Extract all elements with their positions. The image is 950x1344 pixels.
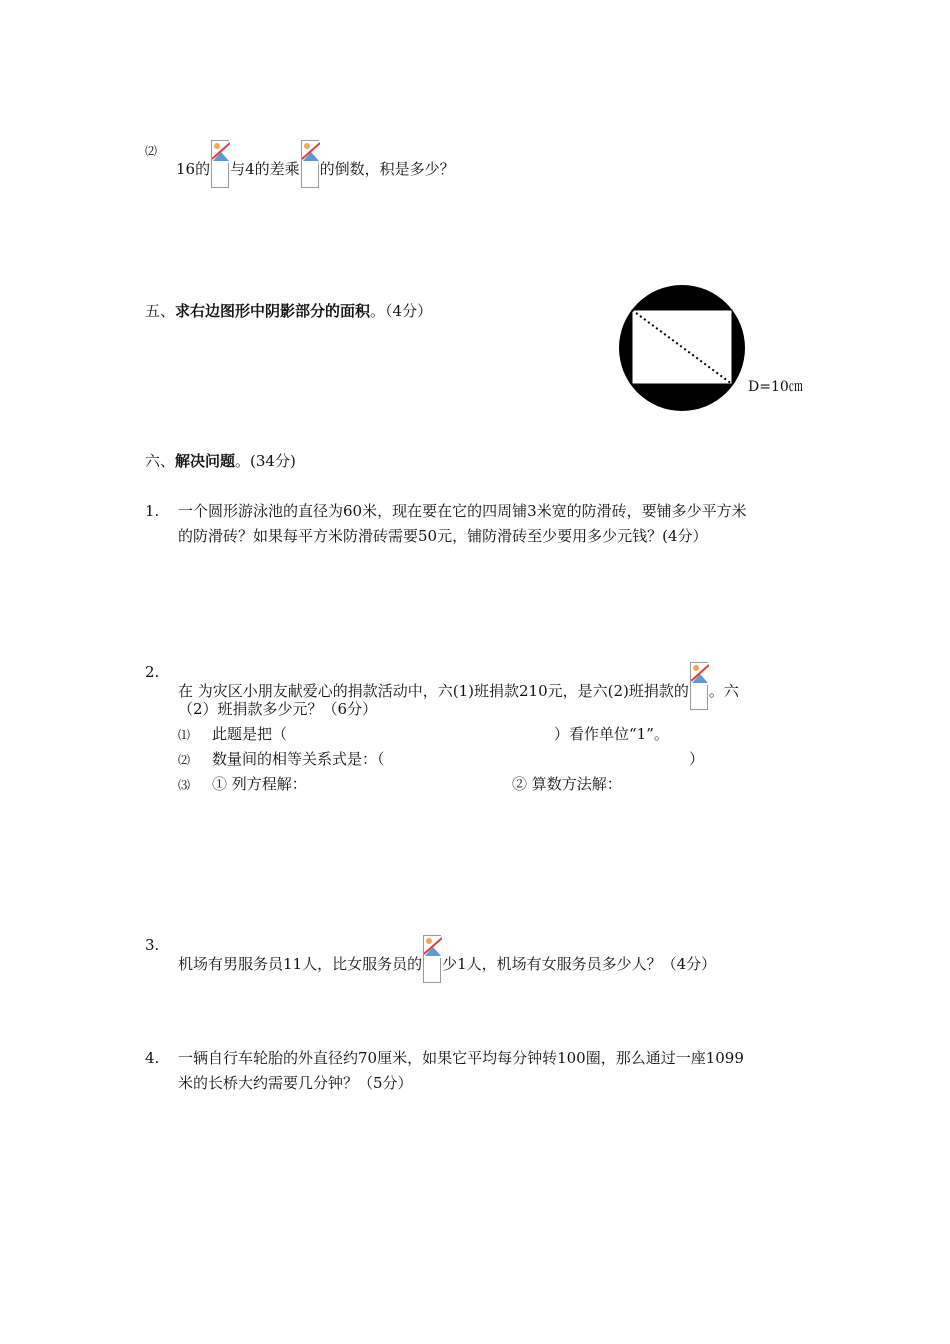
- subquestion-number: ⑴: [178, 728, 191, 742]
- broken-image-icon: [211, 140, 229, 188]
- problem-2-line-2: （2）班捐款多少元？（6分）: [178, 700, 378, 718]
- problem-2-sub-1-left: 此题是把（: [212, 725, 288, 743]
- problem-1-line-2: 的防滑砖？如果每平方米防滑砖需要50元，铺防滑砖至少要用多少元钱？(4分）: [178, 527, 708, 545]
- subquestion-number: ⑶: [178, 778, 191, 792]
- subquestion-2-text: 16的 与4的差乘 的倒数，积是多少？: [176, 140, 455, 188]
- problem-1-line-1: 一个圆形游泳池的直径为60米，现在要在它的四周铺3米宽的防滑砖，要铺多少平方米: [178, 502, 747, 520]
- broken-image-icon: [690, 662, 708, 710]
- subquestion-number: ⑵: [178, 753, 191, 767]
- problem-4-line-1: 一辆自行车轮胎的外直径约70厘米，如果它平均每分钟转100圈，那么通过一座1099: [178, 1049, 744, 1067]
- problem-2-sub-2-right: ）: [689, 750, 705, 768]
- problem-2-line-1: 在 为灾区小朋友献爱心的捐款活动中，六(1)班捐款210元，是六(2)班捐款的 。六: [178, 662, 739, 710]
- broken-image-icon: [423, 935, 441, 983]
- problem-3-text: 机场有男服务员11人，比女服务员的 少1人，机场有女服务员多少人？（4分）: [178, 935, 716, 983]
- shaded-circle-figure: [612, 282, 752, 422]
- subquestion-number: ⑵: [145, 144, 158, 158]
- problem-2-sub-3-arithmetic: ② 算数方法解：: [512, 775, 622, 793]
- broken-image-icon: [301, 140, 319, 188]
- section-6-heading: 六、解决问题。(34分): [145, 452, 296, 470]
- problem-2-sub-1-right: ）看作单位“1”。: [554, 725, 669, 743]
- problem-2-sub-2-left: 数量间的相等关系式是：（: [212, 750, 385, 768]
- problem-3-number: 3.: [145, 936, 160, 954]
- problem-4-number: 4.: [145, 1049, 160, 1067]
- problem-4-line-2: 米的长桥大约需要几分钟？（5分）: [178, 1074, 413, 1092]
- problem-1-number: 1.: [145, 502, 160, 520]
- problem-2-sub-3-equation: ① 列方程解：: [212, 775, 307, 793]
- diameter-label: D=10㎝: [748, 379, 803, 395]
- problem-2-number: 2.: [145, 663, 160, 681]
- section-5-heading: 五、求右边图形中阴影部分的面积。（4分）: [145, 302, 433, 320]
